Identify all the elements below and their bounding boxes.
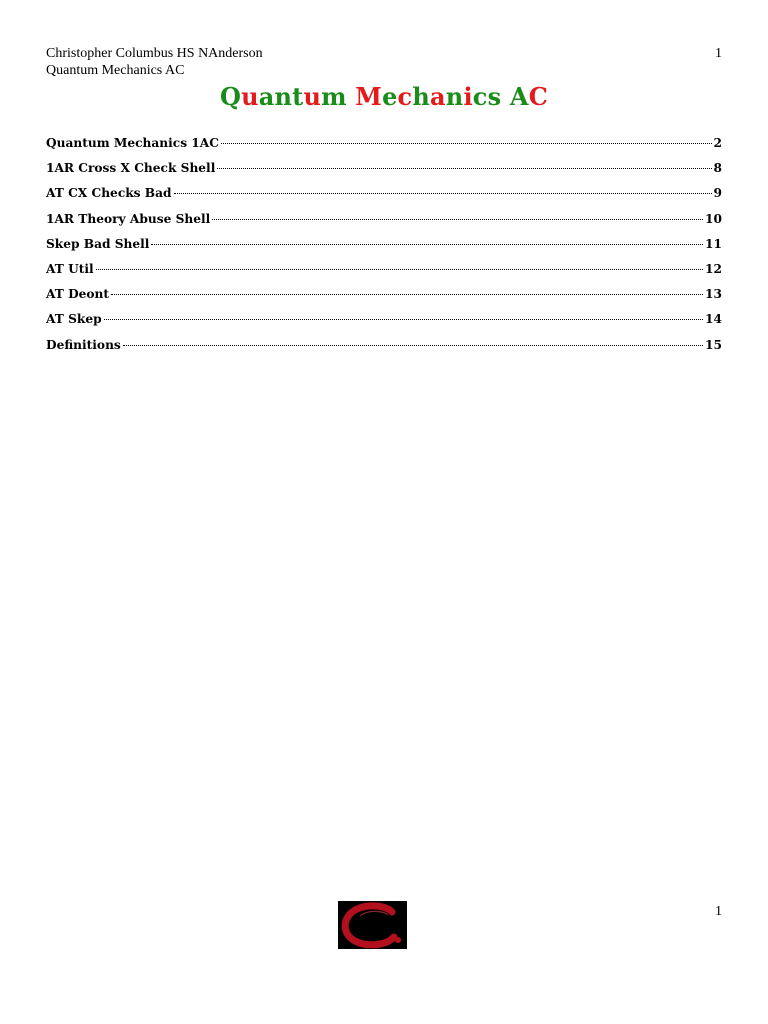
header-title-line: Quantum Mechanics AC [46,63,185,78]
toc-dot-leader [96,269,703,270]
toc-entry-label: 1AR Theory Abuse Shell [46,211,211,226]
toc-entry[interactable] [46,212,722,237]
toc-dot-leader [151,244,703,245]
toc-entry-page-number: 14 [705,312,722,327]
toc-entry-page-number: 10 [705,211,722,226]
toc-entry-page-number: 12 [705,261,722,276]
toc-entry-label: Quantum Mechanics 1AC [46,136,219,150]
toc-entry[interactable] [46,312,722,337]
toc-dot-leader [217,168,711,169]
toc-entry-label: AT Util [46,261,94,276]
toc-entry[interactable] [46,338,722,363]
toc-entry-page-number: 15 [705,337,722,352]
toc-entry[interactable] [46,186,722,211]
toc-entry[interactable] [46,262,722,287]
toc-entry-label: AT CX Checks Bad [46,186,172,201]
running-header [46,45,263,79]
toc-entry-page-number: 8 [713,161,722,176]
toc-entry-label: Definitions [46,337,121,352]
footer-page-number: 1 [715,904,722,919]
toc-dot-leader [221,143,712,144]
toc-entry[interactable] [46,161,722,186]
toc-dot-leader [174,193,712,194]
header-author-line: Christopher Columbus HS NAnderson [46,46,263,61]
toc-dot-leader [123,345,703,346]
toc-entry-label: 1AR Cross X Check Shell [46,161,216,176]
toc-entry[interactable] [46,237,722,262]
toc-entry-page-number: 9 [713,186,722,201]
header-page-number: 1 [715,46,722,61]
table-of-contents [46,136,722,363]
toc-dot-leader [111,294,703,295]
toc-entry-page-number: 11 [705,236,722,251]
school-logo-icon [338,901,407,949]
toc-entry-page-number: 2 [713,136,722,150]
toc-dot-leader [104,319,703,320]
toc-entry[interactable] [46,136,722,161]
toc-entry[interactable] [46,287,722,312]
toc-entry-label: AT Deont [46,287,110,302]
toc-entry-label: AT Skep [46,312,102,327]
toc-entry-label: Skep Bad Shell [46,236,150,251]
document-title: Quantum Mechanics AC [219,82,549,111]
toc-entry-page-number: 13 [705,287,722,302]
toc-dot-leader [212,219,703,220]
